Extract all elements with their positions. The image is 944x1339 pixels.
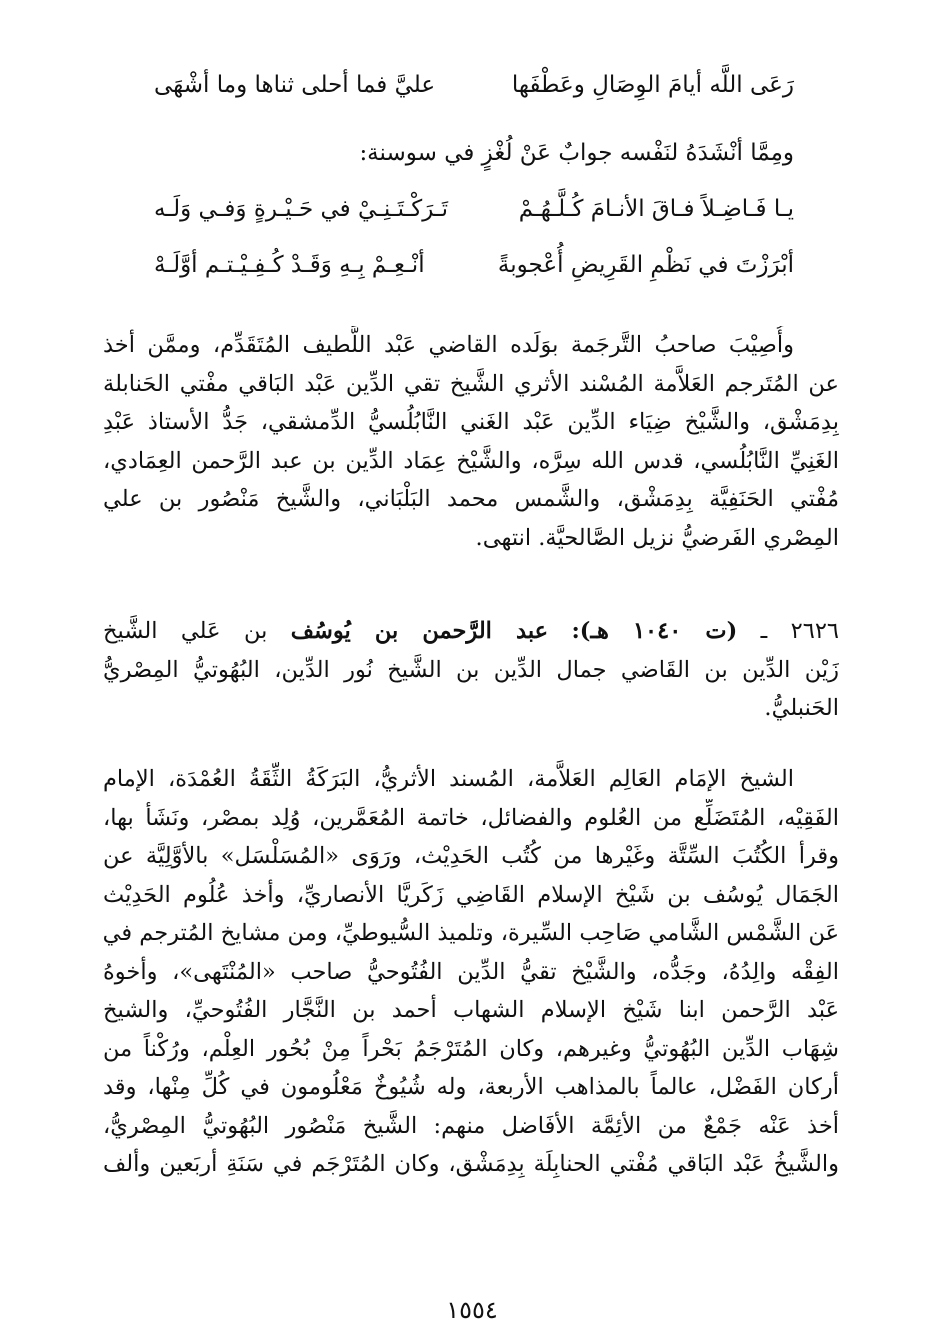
poem-verse	[154, 72, 794, 112]
paragraph-line: عن المُتَرجم العَلاَّمة المُسْند الأثري الشَّيخ تقي الدِّين عَبْد البَاقي مفْتي الحَنابلة	[103, 370, 839, 397]
paragraph-line: عَن الشَّمْس الشَّامي صَاحِب السِّيرة، وتلميذ السُّيوطيِّ، ومن مشايخ المُترجم في	[103, 920, 839, 946]
paragraph-line: الشيخ الإمَام العَالِم العَلاَّمة، المُسند الأثريُّ، البَرَكَةُ الثِّقَةُ العُمْدَة، الإمام	[103, 766, 794, 792]
biography-paragraph	[103, 760, 839, 1184]
verse-hemistich-second: عليَّ فما أحلى ثناها وما أشْهَى	[154, 72, 436, 98]
paragraph-line: أركان الفَضْل، عالماً بالمذاهب الأربعة، وله شُيُوخٌ مَعْلُومون في كُلِّ مِنْها، وقد	[103, 1074, 839, 1100]
paragraph-line: الفِقْه والِدُهُ، وجَدُّه، والشَّيْخ تقيُّ الدِّين الفُتُوحيُّ صاحب «المُنْتَهى»، وأخوهُ	[103, 958, 839, 985]
paragraph-line: وأُصِيْبَ صاحبُ التَّرجَمة بوَلَده القاضي عَبْد اللَّطيف المُتَقَدِّم، وممَّن أخذ	[103, 332, 794, 358]
paragraph-line: شِهَاب الدِّين البُهُوتيُّ وغيرهم، وكان المُتَرْجَمُ بَحْراً مِنْ بُحُور العِلْم، ورُكْناً من	[103, 1035, 839, 1062]
paragraph-line: عَبْد الرَّحمن ابنا شَيْخ الإسلام الشهاب أحمد بن النَّجَّار الفُتُوحيِّ، والشيخ	[103, 997, 839, 1023]
paragraph-line: الفَقِيْه، المُتَضَلِّع من العُلوم والفضائل، خاتمة المُعَمَّرين، وُلِد بمصْر، ونَشَأ بها،	[103, 804, 839, 831]
entry-number: ٢٦٢٦ ـ	[760, 618, 839, 644]
verse-hemistich-first: أبْرَزْتَ في نَظْمِ القَرِيضِ أُعْجوبةً	[497, 252, 794, 278]
entry-lineage: بن عَلي الشَّيخ	[103, 618, 268, 644]
verse-hemistich-second: تَـرَكْـتَـنِـيْ في حَـيْـرةٍ وَفـي وَلَـه	[154, 196, 449, 222]
paragraph-line: الغَنِيِّ النَّابُلُسي، قدس الله سِرَّه، والشَّيْخ عِمَاد الدِّين بن عبد الرَّحمن العِمَادي،	[103, 447, 839, 474]
poem-verse	[154, 252, 794, 292]
biography-paragraph	[103, 326, 839, 557]
verse-hemistich-first: رَعَى اللَّه أيامَ الوِصَالِ وعَطْفَها	[511, 72, 794, 98]
verse-hemistich-first: يـا فَـاضِـلاً فـاقَ الأنـامَ كُـلَّـهُـمْ	[518, 196, 794, 222]
paragraph-line: مُفْتي الحَنَفِيَّة بِدِمَشْق، والشَّمس محمد البَلْبَاني، والشَّيخ مَنْصُور بن علي	[103, 486, 839, 512]
paragraph-line: والشَّيخُ عَبْد البَاقي مُفْتي الحنابِلَة بِدِمَشْق، وكان المُتَرْجَم في سَنَةِ أربَعين وألف	[103, 1151, 839, 1177]
paragraph-line: المِصْري الفَرضيُّ نزيل الصَّالحيَّة. انتهى.	[475, 524, 839, 551]
page-number: ١٥٥٤	[446, 1296, 498, 1324]
poem-verse	[154, 196, 794, 236]
entry-death-date: (ت ١٠٤٠ هـ):	[571, 618, 738, 644]
paragraph-line: وقرأ الكُتُبَ السِّتَّة وغَيْرها من كُتُب الحَدِيْث، ورَوَى «المُسَلْسَل» بالأوَّلِيَّة عن	[103, 843, 839, 869]
paragraph-line: أخذ عَنْه جَمْعٌ من الأئِمَّة الأفَاضل منهم: الشَّيخ مَنْصُور البُهُوتيُّ المِصْريُّ،	[103, 1112, 839, 1139]
riddle-intro-line: ومِمَّا أنْشَدَهُ لنَفْسه جوابٌ عَنْ لُغْزٍ في سوسنة:	[359, 140, 794, 166]
entry-heading-line	[103, 612, 839, 651]
entry-name: عبد الرَّحمن بن يُوسُف	[290, 618, 549, 644]
paragraph-line: الجَمَال يُوسُف بن شَيْخ الإسلام القَاضِي زَكَريَّا الأنصاريِّ، وأخذ عُلُوم الحَدِيْث	[103, 881, 839, 908]
entry-heading	[103, 612, 839, 728]
paragraph-line: بِدِمَشْق، والشَّيْخ ضِيَاء الدِّين عَبْد الغَني النَّابُلُسيُّ الدِّمشقي، جَدُّ الأستاذ عَبْدِ	[103, 409, 839, 435]
verse-hemistich-second: أنْـعِـمْ بِـهِ وَقَـدْ كُـفِـيْـتـم أوَّلَـهْ	[154, 252, 425, 278]
entry-heading-line: الحَنبليُّ.	[764, 695, 839, 721]
entry-heading-line: زَيْن الدِّين بن القَاضي جمال الدِّين بن الشَّيخ نُور الدِّين، البُهُوتيُّ المِصْريُّ	[103, 656, 839, 683]
